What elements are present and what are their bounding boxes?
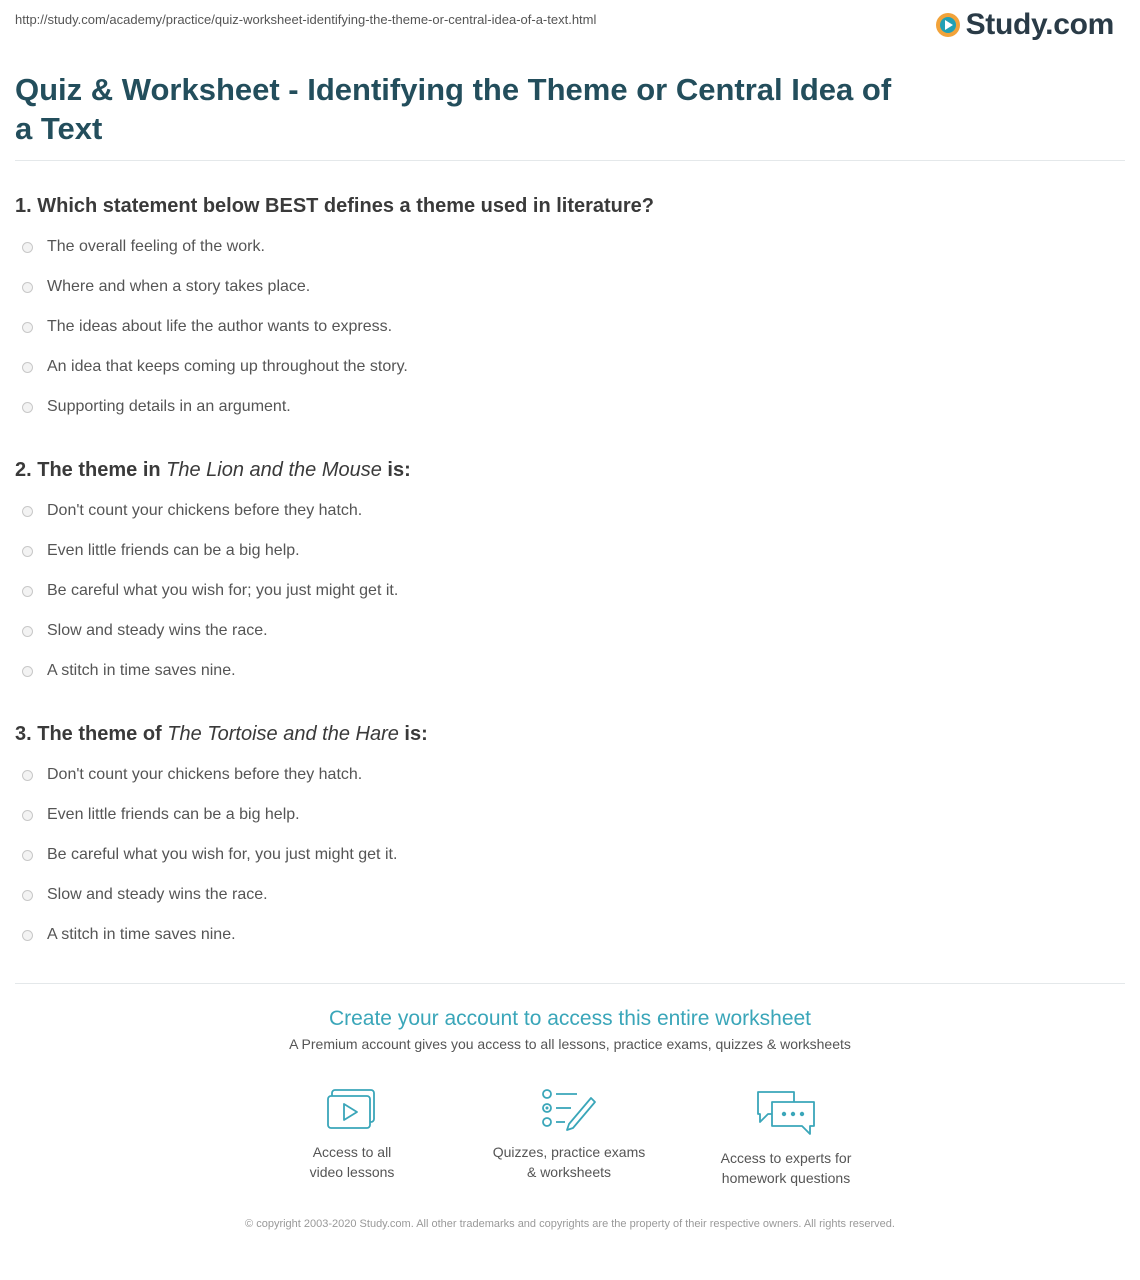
feature-experts: Access to experts for homework questions	[686, 1088, 886, 1188]
q2-choice-5[interactable]: A stitch in time saves nine.	[22, 660, 236, 682]
radio-button[interactable]	[22, 362, 33, 373]
logo-text: Study.com	[965, 8, 1114, 41]
question-3: 3. The theme of The Tortoise and the Hare is:	[15, 723, 428, 745]
radio-button[interactable]	[22, 546, 33, 557]
q3-choice-5[interactable]: A stitch in time saves nine.	[22, 924, 236, 946]
q1-choice-4[interactable]: An idea that keeps coming up throughout the story.	[22, 356, 408, 378]
q2-choice-2[interactable]: Even little friends can be a big help.	[22, 540, 300, 562]
radio-button[interactable]	[22, 890, 33, 901]
radio-button[interactable]	[22, 402, 33, 413]
radio-button[interactable]	[22, 626, 33, 637]
q3-choice-3[interactable]: Be careful what you wish for, you just might get it.	[22, 844, 397, 866]
q1-choice-3[interactable]: The ideas about life the author wants to express.	[22, 316, 392, 338]
q2-choice-3[interactable]: Be careful what you wish for; you just might get it.	[22, 580, 398, 602]
q1-choice-1[interactable]: The overall feeling of the work.	[22, 236, 265, 258]
cta-divider	[15, 983, 1125, 984]
question-1: 1. Which statement below BEST defines a theme used in literature?	[15, 195, 655, 217]
radio-button[interactable]	[22, 930, 33, 941]
q2-choice-1[interactable]: Don't count your chickens before they hatch.	[22, 500, 362, 522]
create-account-link[interactable]: Create your account to access this entire worksheet	[328, 1007, 812, 1030]
feature-quizzes: Quizzes, practice exams & worksheets	[469, 1088, 669, 1182]
q3-choice-1[interactable]: Don't count your chickens before they hatch.	[22, 764, 362, 786]
title-divider	[15, 160, 1125, 161]
q3-choice-4[interactable]: Slow and steady wins the race.	[22, 884, 268, 906]
radio-button[interactable]	[22, 506, 33, 517]
radio-button[interactable]	[22, 666, 33, 677]
q3-choice-2[interactable]: Even little friends can be a big help.	[22, 804, 300, 826]
copyright-notice: © copyright 2003-2020 Study.com. All other trademarks and copyrights are the property of their respective owners. All rights reserved.	[245, 1218, 895, 1230]
radio-button[interactable]	[22, 322, 33, 333]
q1-choice-2[interactable]: Where and when a story takes place.	[22, 276, 310, 298]
q2-choice-4[interactable]: Slow and steady wins the race.	[22, 620, 268, 642]
feature-video-lessons: Access to all video lessons	[252, 1088, 452, 1182]
play-logo-icon	[936, 13, 960, 37]
video-lessons-icon	[326, 1088, 378, 1132]
page-title: Quiz & Worksheet - Identifying the Theme or Central Idea of a Text	[15, 72, 892, 146]
page-url: http://study.com/academy/practice/quiz-worksheet-identifying-the-theme-or-central-idea-of-a-text.html	[15, 12, 597, 27]
radio-button[interactable]	[22, 586, 33, 597]
radio-button[interactable]	[22, 282, 33, 293]
study-logo[interactable]	[936, 8, 1114, 42]
cta-subtitle: A Premium account gives you access to all lessons, practice exams, quizzes & worksheets	[289, 1036, 851, 1052]
q1-choice-5[interactable]: Supporting details in an argument.	[22, 396, 291, 418]
radio-button[interactable]	[22, 810, 33, 821]
quiz-checklist-icon	[541, 1088, 597, 1132]
radio-button[interactable]	[22, 770, 33, 781]
radio-button[interactable]	[22, 242, 33, 253]
question-2: 2. The theme in The Lion and the Mouse is:	[15, 459, 411, 481]
radio-button[interactable]	[22, 850, 33, 861]
chat-bubbles-icon	[754, 1088, 818, 1138]
